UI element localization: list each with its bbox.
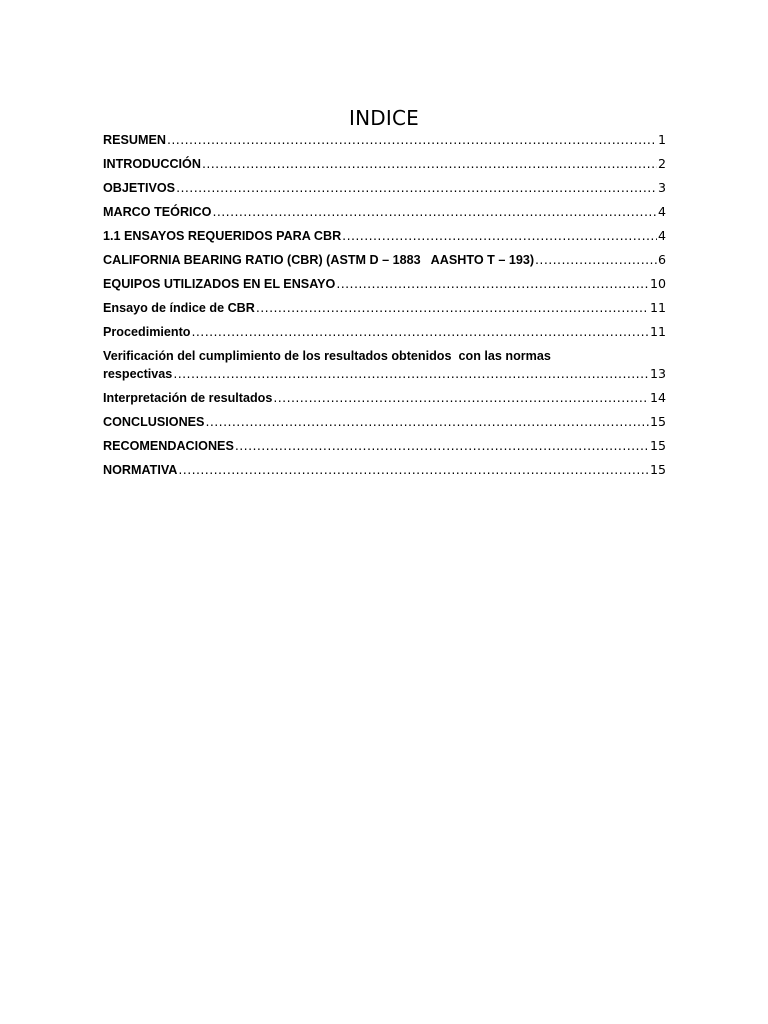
- toc-leader-dots: [176, 179, 657, 197]
- toc-leader-dots: [535, 251, 657, 269]
- toc-entry-resumen[interactable]: [103, 131, 666, 149]
- toc-entry-page: 15: [649, 462, 666, 477]
- toc-entry-ensayos-requeridos[interactable]: [103, 227, 666, 245]
- toc-entry-label-line2: respectivas: [103, 367, 173, 381]
- toc-leader-dots: [167, 131, 657, 149]
- toc-entry-conclusiones[interactable]: [103, 413, 666, 431]
- toc-leader-dots: [178, 461, 649, 479]
- toc-entry-label: EQUIPOS UTILIZADOS EN EL ENSAYO: [103, 277, 336, 291]
- toc-entry-page: 6: [657, 252, 666, 267]
- toc-entry-ensayo-indice-cbr[interactable]: [103, 299, 666, 317]
- toc-entry-page: 13: [649, 366, 666, 381]
- toc-entry-label: NORMATIVA: [103, 463, 178, 477]
- toc-entry-interpretacion[interactable]: [103, 389, 666, 407]
- toc-leader-dots: [205, 413, 649, 431]
- toc-entry-california-bearing-ratio[interactable]: [103, 251, 666, 269]
- toc-entry-label: CONCLUSIONES: [103, 415, 205, 429]
- toc-entry-page: 3: [657, 180, 666, 195]
- toc-entry-label: OBJETIVOS: [103, 181, 176, 195]
- toc-entry-page: 1: [657, 132, 666, 147]
- toc-entry-equipos-utilizados[interactable]: [103, 275, 666, 293]
- toc-entry-marco-teorico[interactable]: [103, 203, 666, 221]
- toc-entry-page: 10: [649, 276, 666, 291]
- toc-entry-label: RECOMENDACIONES: [103, 439, 234, 453]
- toc-entry-page: 4: [657, 204, 666, 219]
- toc-entry-label: Procedimiento: [103, 325, 191, 339]
- toc-leader-dots: [212, 203, 657, 221]
- toc-entry-recomendaciones[interactable]: [103, 437, 666, 455]
- toc-entry-procedimiento[interactable]: [103, 323, 666, 341]
- toc-leader-dots: [342, 227, 657, 245]
- toc-entry-introduccion[interactable]: [103, 155, 666, 173]
- toc-entry-page: 4: [657, 228, 666, 243]
- toc-entry-page: 11: [649, 324, 666, 339]
- table-of-contents: [103, 131, 666, 485]
- toc-entry-verificacion[interactable]: [103, 347, 666, 383]
- toc-leader-dots: [273, 389, 649, 407]
- toc-entry-label: Ensayo de índice de CBR: [103, 301, 255, 315]
- toc-entry-label: MARCO TEÓRICO: [103, 205, 212, 219]
- toc-entry-label-line1: Verificación del cumplimiento de los resultados obtenidos con las normas: [103, 349, 551, 363]
- toc-entry-label: RESUMEN: [103, 133, 166, 147]
- toc-entry-page: 11: [649, 300, 666, 315]
- toc-leader-dots: [256, 299, 649, 317]
- toc-leader-dots: [235, 437, 649, 455]
- toc-leader-dots: [191, 323, 648, 341]
- toc-entry-label: Interpretación de resultados: [103, 391, 273, 405]
- toc-entry-page: 14: [649, 390, 666, 405]
- toc-entry-page: 15: [649, 414, 666, 429]
- toc-entry-page: 2: [657, 156, 666, 171]
- toc-entry-label: 1.1 ENSAYOS REQUERIDOS PARA CBR: [103, 229, 342, 243]
- toc-entry-normativa[interactable]: [103, 461, 666, 479]
- toc-entry-page: 15: [649, 438, 666, 453]
- toc-entry-second-line: [103, 365, 666, 383]
- toc-entry-label: INTRODUCCIÓN: [103, 157, 201, 171]
- index-title: INDICE: [349, 106, 419, 130]
- toc-leader-dots: [336, 275, 649, 293]
- toc-entry-objetivos[interactable]: [103, 179, 666, 197]
- toc-entry-label: CALIFORNIA BEARING RATIO (CBR) (ASTM D – 1883 AASHTO T – 193): [103, 253, 535, 267]
- toc-leader-dots: [173, 365, 649, 383]
- toc-leader-dots: [202, 155, 657, 173]
